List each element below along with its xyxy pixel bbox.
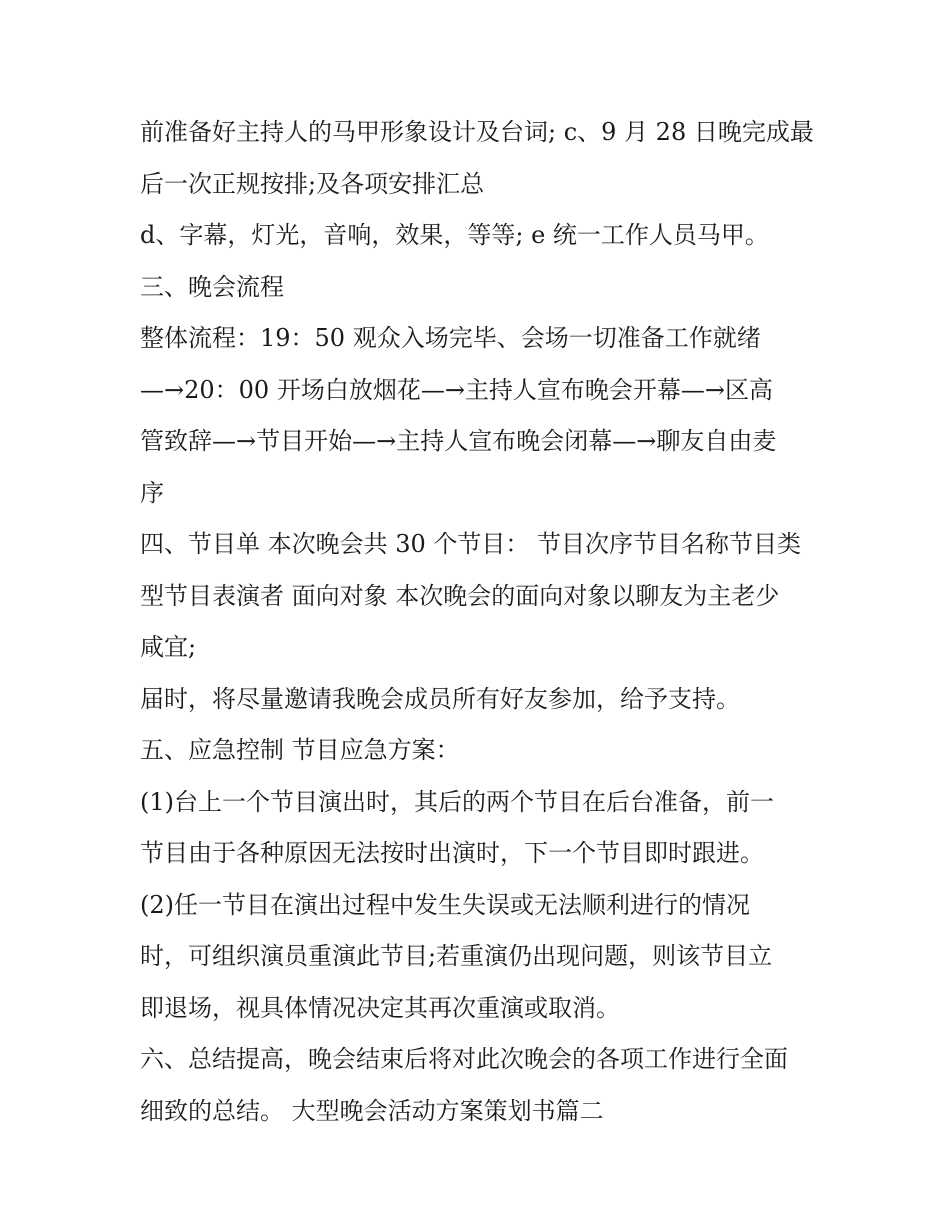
text-line: 管致辞—→节目开始—→主持人宣布晚会闭幕—→聊友自由麦 — [140, 427, 777, 455]
text-line: —→20：00 开场白放烟花—→主持人宣布晚会开幕—→区高 — [140, 375, 774, 404]
text-line: 整体流程：19：50 观众入场完毕、会场一切准备工作就绪 — [140, 324, 761, 352]
text-line: 节目由于各种原因无法按时出演时，下一个节目即时跟进。 — [140, 839, 764, 867]
text-line: d、字幕，灯光，音响，效果，等等; e 统一工作人员马甲。 — [140, 221, 769, 249]
section-heading-4: 四、节目单 本次晚会共 30 个节目： 节目次序节目名称节目类 — [140, 530, 802, 558]
text-line: 序 — [140, 478, 164, 507]
section-heading-3: 三、晚会流程 — [140, 272, 284, 301]
text-line: 细致的总结。 大型晚会活动方案策划书篇二 — [140, 1096, 604, 1125]
text-line: 咸宜; — [140, 633, 197, 661]
text-line: 型节目表演者 面向对象 本次晚会的面向对象以聊友为主老少 — [140, 581, 780, 610]
text-line: 前准备好主持人的马甲形象设计及台词; c、9 月 28 日晚完成最 — [140, 118, 814, 146]
text-line: (1)台上一个节目演出时，其后的两个节目在后台准备，前一 — [140, 787, 774, 816]
section-heading-5: 五、应急控制 节目应急方案： — [140, 736, 460, 764]
document-body — [140, 107, 820, 1137]
text-line: 即退场，视具体情况决定其再次重演或取消。 — [140, 993, 620, 1022]
section-heading-6: 六、总结提高，晚会结束后将对此次晚会的各项工作进行全面 — [140, 1045, 788, 1073]
text-line: 后一次正规按排;及各项安排汇总 — [140, 169, 485, 198]
text-line: 届时，将尽量邀请我晚会成员所有好友参加，给予支持。 — [140, 684, 740, 713]
text-line: 时，可组织演员重演此节目;若重演仍出现问题，则该节目立 — [140, 942, 773, 970]
text-line: (2)任一节目在演出过程中发生失误或无法顺利进行的情况 — [140, 890, 750, 919]
